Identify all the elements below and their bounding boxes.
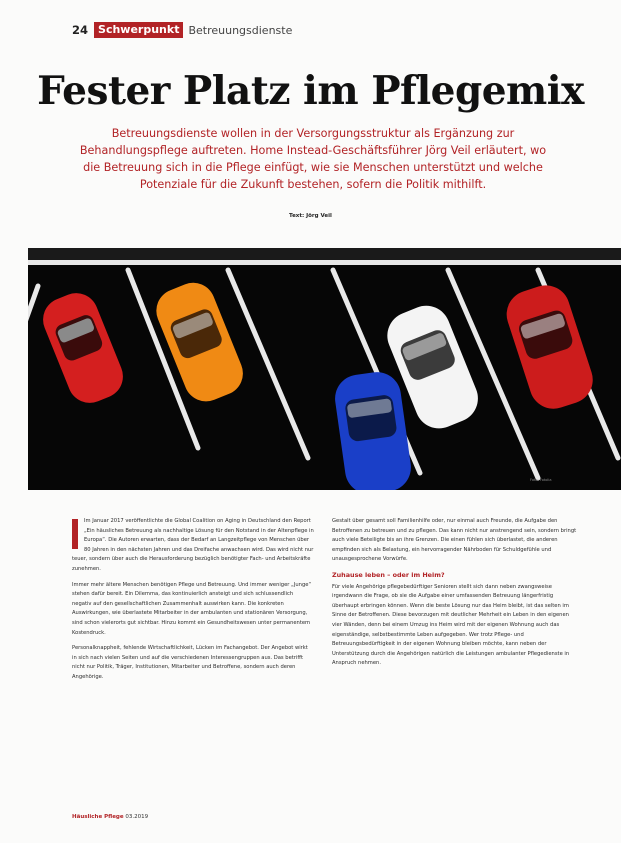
body-column-1 xyxy=(72,517,314,689)
body-column-2 xyxy=(332,517,577,675)
section-name: Betreuungsdienste xyxy=(188,23,293,37)
dropcap-bar xyxy=(72,519,78,549)
body-paragraph: Immer mehr ältere Menschen benötigen Pflege und Betreuung. Und immer weniger „Junge“ stehen dafür bereit. Ein Dilemma, das kontinuierlich ansteigt und sich schlussendlich negativ auf den gesellschaftlichen Zusammenhalt auswirken kann. Die konkreten Auswirkungen, wie überlastete Mitarbeiter in der ambulanten und stationären Versorgung, sind schon vielerorts gut sichtbar. Hinzu kommt ein Gesundheitswesen unter permanentem Kostendruck. xyxy=(72,581,312,636)
body-paragraph: Im Januar 2017 veröffentlichte die Global Coalition on Aging in Deutschland den Report „Ein häusliches Betreuung als nachhaltige Lösung für den Notstand in der Altenpflege in Europa“. Die Autoren erwarten, dass der Bedarf an Langzeitpflege von Menschen über 80 Jahren in den nächsten Jahren und das Dreifache anwachsen wird. Das wird nicht nur teuer, sondern über auch die Herausforderung bezüglich benötigter Fach- und Arbeitskräfte zunehmen. xyxy=(72,518,314,572)
article-lead: Betreuungsdienste wollen in der Versorgungsstruktur als Ergänzung zur Behandlungspflege auftreten. Home Instead-Geschäftsführer Jörg Veil erläutert, wo die Betreuung sich in die Pflege einfügt, wie sie Menschen unterstützt und welche Potenziale für die Zukunft bestehen, sofern die Politik mithilft. xyxy=(79,127,547,191)
section-subheading: Zuhause leben – oder im Heim? xyxy=(332,570,445,579)
photo-credit: Foto: Fotolia xyxy=(530,478,552,482)
page-footer xyxy=(72,814,148,820)
intro-paragraph xyxy=(72,517,314,575)
magazine-brand: Häusliche Pflege xyxy=(72,814,124,820)
article-byline: Text: Jörg Veil xyxy=(289,213,332,219)
body-paragraph: Personalknappheit, fehlende Wirtschaftlichkeit, Lücken im Fachangebot. Der Angebot wirkt in sich nach vielen Seiten und auf die verschiedenen Interessengruppen aus. Das betrifft nicht nur Politik, Träger, Institutionen, Mitarbeiter und Betroffene, sondern auch deren Angehörige. xyxy=(72,645,308,680)
parking-cars-photo xyxy=(28,248,621,490)
body-paragraph: Für viele Angehörige pflegebedürftiger Senioren stellt sich dann neben zwangsweise irgendwann die Frage, ob sie die Aufgabe einer umfassenden Betreuung längerfristig überhaupt erbringen können. Wenn die beste Lösung nur das Heim bleibt, ist das selten im Sinne der Betroffenen. Diese bevorzugen mit deutlicher Mehrheit ein Leben in den eigenen vier Wänden, denn bei einem Umzug ins Heim wird mit der eigenen Wohnung auch das eigenständige, selbstbestimmte Leben aufgegeben. Wer trotz Pflege- und Betreuungsbedürftigkeit in der eigenen Wohnung bleiben möchte, kann neben der Unterstützung durch die Angehörigen natürlich die Leistungen ambulanter Pflegedienste in Anspruch nehmen. xyxy=(332,583,570,667)
page-header xyxy=(72,22,292,38)
section-kicker: Schwerpunkt xyxy=(94,22,183,38)
article-title: Fester Platz im Pflegemix xyxy=(37,68,584,114)
issue-number: 03.2019 xyxy=(125,814,149,820)
body-paragraph: Gestalt über gesamt soll Familienhilfe oder, nur einmal auch Freunde, die Aufgabe den Betroffenen zu betreuen und zu pflegen. Das kann nicht nur anstrengend sein, sondern bringt auch viele Beteiligte bis an ihre Grenzen. Die einen fühlen sich überlastet, die anderen empfinden sich als Belastung, ein hervorragender Nährboden für Schuldgefühle und unausgesprochene Vorwürfe. xyxy=(332,518,577,563)
parking-illustration xyxy=(28,248,621,490)
page-number: 24 xyxy=(72,23,89,37)
